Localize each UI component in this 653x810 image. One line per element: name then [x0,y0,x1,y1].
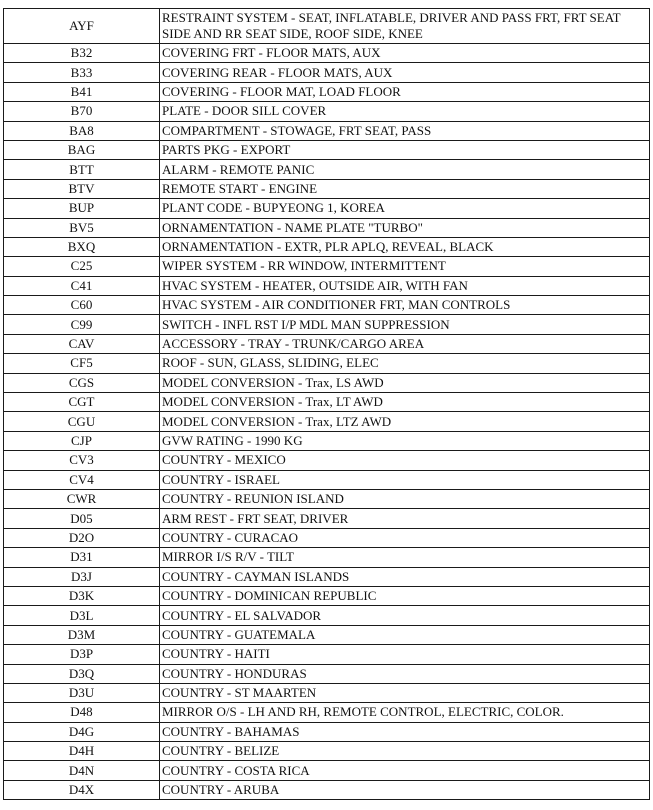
option-code-cell: D3Q [4,664,160,683]
table-row [4,606,650,625]
option-description-cell: ACCESSORY - TRAY - TRUNK/CARGO AREA [160,334,650,353]
table-body [4,9,650,800]
option-description-cell: GVW RATING - 1990 KG [160,431,650,450]
table-row [4,82,650,101]
table-row [4,780,650,799]
option-description-cell: COUNTRY - GUATEMALA [160,625,650,644]
option-code-cell: D3K [4,586,160,605]
option-description-cell: COUNTRY - HAITI [160,645,650,664]
table-row [4,528,650,547]
option-description-cell: ORNAMENTATION - NAME PLATE "TURBO" [160,218,650,237]
option-code-cell: BV5 [4,218,160,237]
table-row [4,160,650,179]
option-description-cell: COVERING - FLOOR MAT, LOAD FLOOR [160,82,650,101]
table-row [4,218,650,237]
option-description-cell: COUNTRY - MEXICO [160,451,650,470]
option-code-cell: C99 [4,315,160,334]
table-row [4,179,650,198]
option-description-cell: COUNTRY - ST MAARTEN [160,683,650,702]
option-code-cell: CAV [4,334,160,353]
option-description-cell: MODEL CONVERSION - Trax, LTZ AWD [160,412,650,431]
option-description-cell: PLANT CODE - BUPYEONG 1, KOREA [160,199,650,218]
option-description-cell: RESTRAINT SYSTEM - SEAT, INFLATABLE, DRIVER AND PASS FRT, FRT SEAT SIDE AND RR SEAT SIDE, ROOF SIDE, KNEE [160,9,650,44]
table-row [4,140,650,159]
table-row [4,257,650,276]
table-row [4,742,650,761]
option-code-cell: AYF [4,9,160,44]
table-row [4,276,650,295]
option-code-cell: C60 [4,296,160,315]
option-code-cell: D3P [4,645,160,664]
option-description-cell: COUNTRY - BAHAMAS [160,722,650,741]
option-code-cell: BXQ [4,237,160,256]
table-row [4,334,650,353]
option-code-cell: D3U [4,683,160,702]
option-code-cell: CF5 [4,354,160,373]
option-description-cell: COUNTRY - COSTA RICA [160,761,650,780]
table-row [4,548,650,567]
option-description-cell: MIRROR O/S - LH AND RH, REMOTE CONTROL, ELECTRIC, COLOR. [160,703,650,722]
option-description-cell: MODEL CONVERSION - Trax, LS AWD [160,373,650,392]
option-code-cell: CGT [4,393,160,412]
option-code-cell: CGU [4,412,160,431]
table-row [4,470,650,489]
option-description-cell: HVAC SYSTEM - AIR CONDITIONER FRT, MAN CONTROLS [160,296,650,315]
option-code-cell: CGS [4,373,160,392]
option-code-cell: CWR [4,489,160,508]
option-code-cell: D31 [4,548,160,567]
table-row [4,509,650,528]
option-code-cell: BA8 [4,121,160,140]
option-code-cell: B32 [4,44,160,63]
option-code-cell: C41 [4,276,160,295]
option-description-cell: WIPER SYSTEM - RR WINDOW, INTERMITTENT [160,257,650,276]
table-row [4,489,650,508]
option-code-cell: D3M [4,625,160,644]
table-row [4,683,650,702]
option-description-cell: MODEL CONVERSION - Trax, LT AWD [160,393,650,412]
table-row [4,296,650,315]
table-row [4,373,650,392]
option-code-cell: D4X [4,780,160,799]
option-code-cell: D4N [4,761,160,780]
option-description-cell: COVERING REAR - FLOOR MATS, AUX [160,63,650,82]
option-description-cell: MIRROR I/S R/V - TILT [160,548,650,567]
table-row [4,645,650,664]
option-code-cell: D4G [4,722,160,741]
table-row [4,393,650,412]
option-code-cell: CJP [4,431,160,450]
option-description-cell: ALARM - REMOTE PANIC [160,160,650,179]
option-code-cell: B70 [4,102,160,121]
option-description-cell: COVERING FRT - FLOOR MATS, AUX [160,44,650,63]
option-code-cell: D2O [4,528,160,547]
option-code-cell: BTV [4,179,160,198]
table-row [4,102,650,121]
option-description-cell: COMPARTMENT - STOWAGE, FRT SEAT, PASS [160,121,650,140]
option-code-table [3,8,650,800]
table-row [4,431,650,450]
table-row [4,625,650,644]
option-description-cell: REMOTE START - ENGINE [160,179,650,198]
option-description-cell: COUNTRY - BELIZE [160,742,650,761]
option-code-cell: CV4 [4,470,160,489]
option-code-cell: CV3 [4,451,160,470]
option-code-cell: B33 [4,63,160,82]
option-description-cell: ARM REST - FRT SEAT, DRIVER [160,509,650,528]
table-row [4,451,650,470]
table-row [4,412,650,431]
option-description-cell: ROOF - SUN, GLASS, SLIDING, ELEC [160,354,650,373]
option-code-cell: D48 [4,703,160,722]
table-row [4,761,650,780]
option-code-cell: BAG [4,140,160,159]
option-description-cell: SWITCH - INFL RST I/P MDL MAN SUPPRESSION [160,315,650,334]
table-row [4,722,650,741]
option-description-cell: PARTS PKG - EXPORT [160,140,650,159]
option-description-cell: COUNTRY - HONDURAS [160,664,650,683]
option-code-cell: D05 [4,509,160,528]
option-code-table-container [3,8,650,800]
table-row [4,44,650,63]
option-description-cell: PLATE - DOOR SILL COVER [160,102,650,121]
option-description-cell: COUNTRY - REUNION ISLAND [160,489,650,508]
table-row [4,9,650,44]
table-row [4,63,650,82]
option-description-cell: COUNTRY - ISRAEL [160,470,650,489]
table-row [4,199,650,218]
option-description-cell: ORNAMENTATION - EXTR, PLR APLQ, REVEAL, BLACK [160,237,650,256]
table-row [4,315,650,334]
table-row [4,237,650,256]
table-row [4,586,650,605]
option-code-cell: BTT [4,160,160,179]
option-description-cell: COUNTRY - EL SALVADOR [160,606,650,625]
table-row [4,567,650,586]
table-row [4,703,650,722]
table-row [4,354,650,373]
option-code-cell: BUP [4,199,160,218]
option-description-cell: COUNTRY - CAYMAN ISLANDS [160,567,650,586]
option-code-cell: B41 [4,82,160,101]
option-description-cell: COUNTRY - CURACAO [160,528,650,547]
option-description-cell: HVAC SYSTEM - HEATER, OUTSIDE AIR, WITH FAN [160,276,650,295]
table-row [4,121,650,140]
option-code-cell: C25 [4,257,160,276]
option-description-cell: COUNTRY - DOMINICAN REPUBLIC [160,586,650,605]
table-row [4,664,650,683]
option-code-cell: D3L [4,606,160,625]
option-description-cell: COUNTRY - ARUBA [160,780,650,799]
option-code-cell: D3J [4,567,160,586]
option-code-cell: D4H [4,742,160,761]
